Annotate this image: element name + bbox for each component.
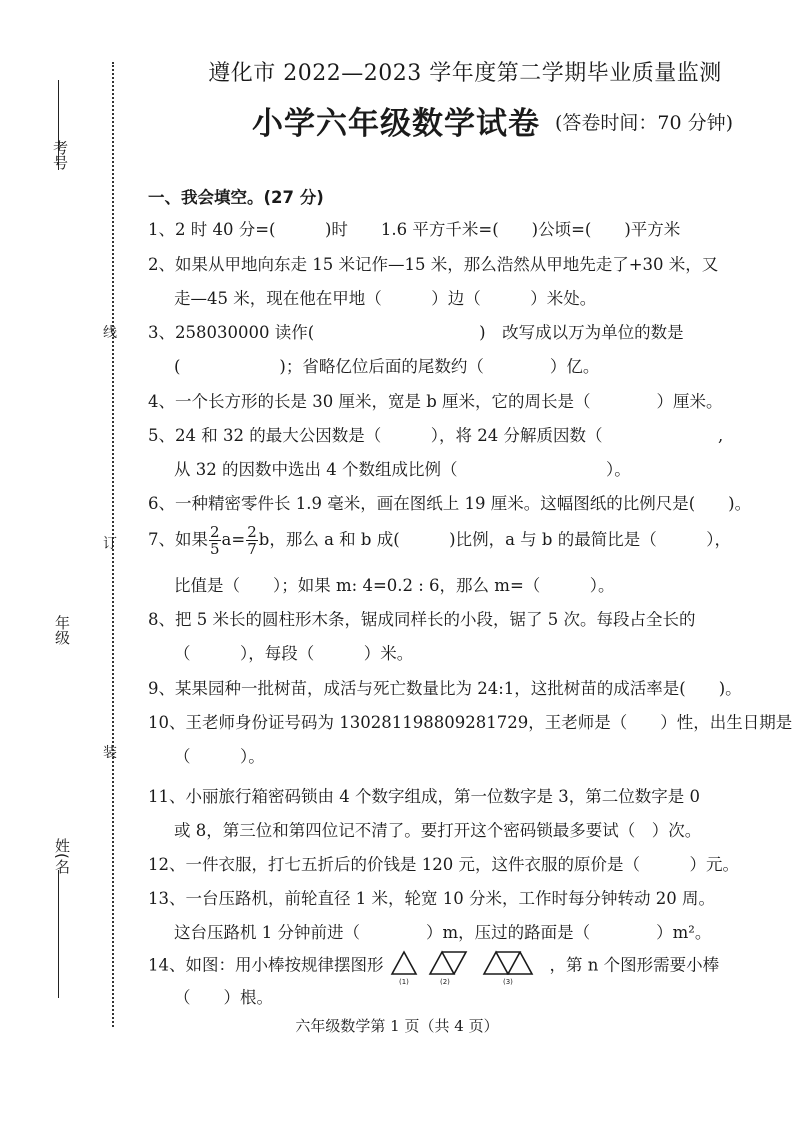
question-3-line2: ( )；省略亿位后面的尾数约（ ）亿。 [174, 357, 600, 376]
cut-mark-bind: 装 [103, 745, 117, 761]
section-heading: 一、我会填空。(27 分) [148, 188, 324, 207]
pattern-fig-1 [392, 952, 416, 974]
question-11-line1: 11、小丽旅行箱密码锁由 4 个数字组成，第一位数字是 3，第二位数字是 0 [148, 787, 700, 806]
fraction-numerator: 2 [247, 523, 257, 541]
question-10-line2: （ ）。 [174, 747, 265, 766]
name-label: 姓(名 [53, 838, 71, 874]
q7-prefix: 7、如果 [148, 530, 208, 549]
question-14-line2: （ ）根。 [174, 988, 273, 1007]
pattern-fig-2b [442, 952, 466, 974]
cut-mark-line: 线 [103, 325, 117, 341]
page-footer: 六年级数学第 1 页（共 4 页） [295, 1017, 499, 1035]
question-1: 1、2 时 40 分=( )时 1.6 平方千米=( )公顷=( )平方米 [148, 220, 681, 239]
q7-mid: a= [221, 530, 246, 549]
question-5-line2: 从 32 的因数中选出 4 个数组成比例（ ）。 [174, 460, 631, 479]
class-label: 年级 [53, 615, 71, 645]
name-blank [58, 870, 59, 998]
fraction-two-fifths [209, 524, 221, 557]
fraction-two-sevenths [246, 524, 258, 557]
question-13-line2: 这台压路机 1 分钟前进（ ）m，压过的路面是（ ）m²。 [174, 923, 712, 942]
triangle-pattern-figure [388, 946, 546, 986]
exam-title-line1: 遵化市 2022—2023 学年度第二学期毕业质量监测 [208, 61, 722, 86]
question-3-line1: 3、258030000 读作( ) 改写成以万为单位的数是 [148, 323, 684, 342]
q14-suffix: ，第 n 个图形需要小棒 [549, 955, 720, 975]
question-9: 9、某果园种一批树苗，成活与死亡数量比为 24:1，这批树苗的成活率是( )。 [148, 679, 742, 698]
pattern-fig-2a [430, 952, 454, 974]
question-8-line1: 8、把 5 米长的圆柱形木条，锯成同样长的小段，锯了 5 次。每段占全长的 [148, 610, 696, 629]
question-13-line1: 13、一台压路机，前轮直径 1 米，轮宽 10 分米，工作时每分钟转动 20 周。 [148, 889, 715, 908]
pattern-fig-3a [484, 952, 508, 974]
exam-duration-note: (答卷时间：70 分钟) [555, 112, 734, 134]
question-11-line2: 或 8，第三位和第四位记不清了。要打开这个密码锁最多要试（ ）次。 [174, 821, 702, 840]
question-2-line1: 2、如果从甲地向东走 15 米记作—15 米，那么浩然从甲地先走了+30 米，又 [148, 255, 719, 274]
question-14-line1 [148, 946, 719, 986]
fraction-denominator: 7 [247, 540, 257, 558]
question-8-line2: （ ），每段（ ）米。 [174, 644, 414, 663]
exam-no-label: 考号 [51, 140, 69, 170]
question-2-line2: 走—45 米，现在他在甲地（ ）边（ ）米处。 [174, 289, 597, 308]
question-5-line1: 5、24 和 32 的最大公因数是（ ），将 24 分解质因数（ , [148, 426, 724, 445]
fraction-denominator: 5 [210, 540, 220, 558]
q7-suffix: b，那么 a 和 b 成( )比例，a 与 b 的最简比是（ ）， [258, 530, 731, 549]
question-4: 4、一个长方形的长是 30 厘米，宽是 b 厘米，它的周长是（ ）厘米。 [148, 392, 723, 411]
question-10-line1: 10、王老师身份证号码为 130281198809281729，王老师是（ ）性，出生日期是 [148, 713, 793, 732]
fig-label-3: (3) [502, 978, 513, 986]
question-7-line1 [148, 524, 731, 557]
question-7-line2: 比值是（ ）；如果 m: 4=0.2 : 6，那么 m=（ ）。 [174, 576, 615, 595]
exam-title-main: 小学六年级数学试卷 [252, 106, 540, 142]
cut-mark-order: 订 [103, 536, 117, 552]
binding-strip [0, 0, 130, 1123]
fig-label-2: (2) [439, 978, 450, 986]
question-6: 6、一种精密零件长 1.9 毫米，画在图纸上 19 厘米。这幅图纸的比例尺是( )。 [148, 494, 752, 513]
fig-label-1: (1) [398, 978, 409, 986]
q14-prefix: 14、如图：用小棒按规律摆图形 [148, 955, 384, 975]
fraction-numerator: 2 [210, 523, 220, 541]
question-12: 12、一件衣服，打七五折后的价钱是 120 元，这件衣服的原价是（ ）元。 [148, 855, 739, 874]
